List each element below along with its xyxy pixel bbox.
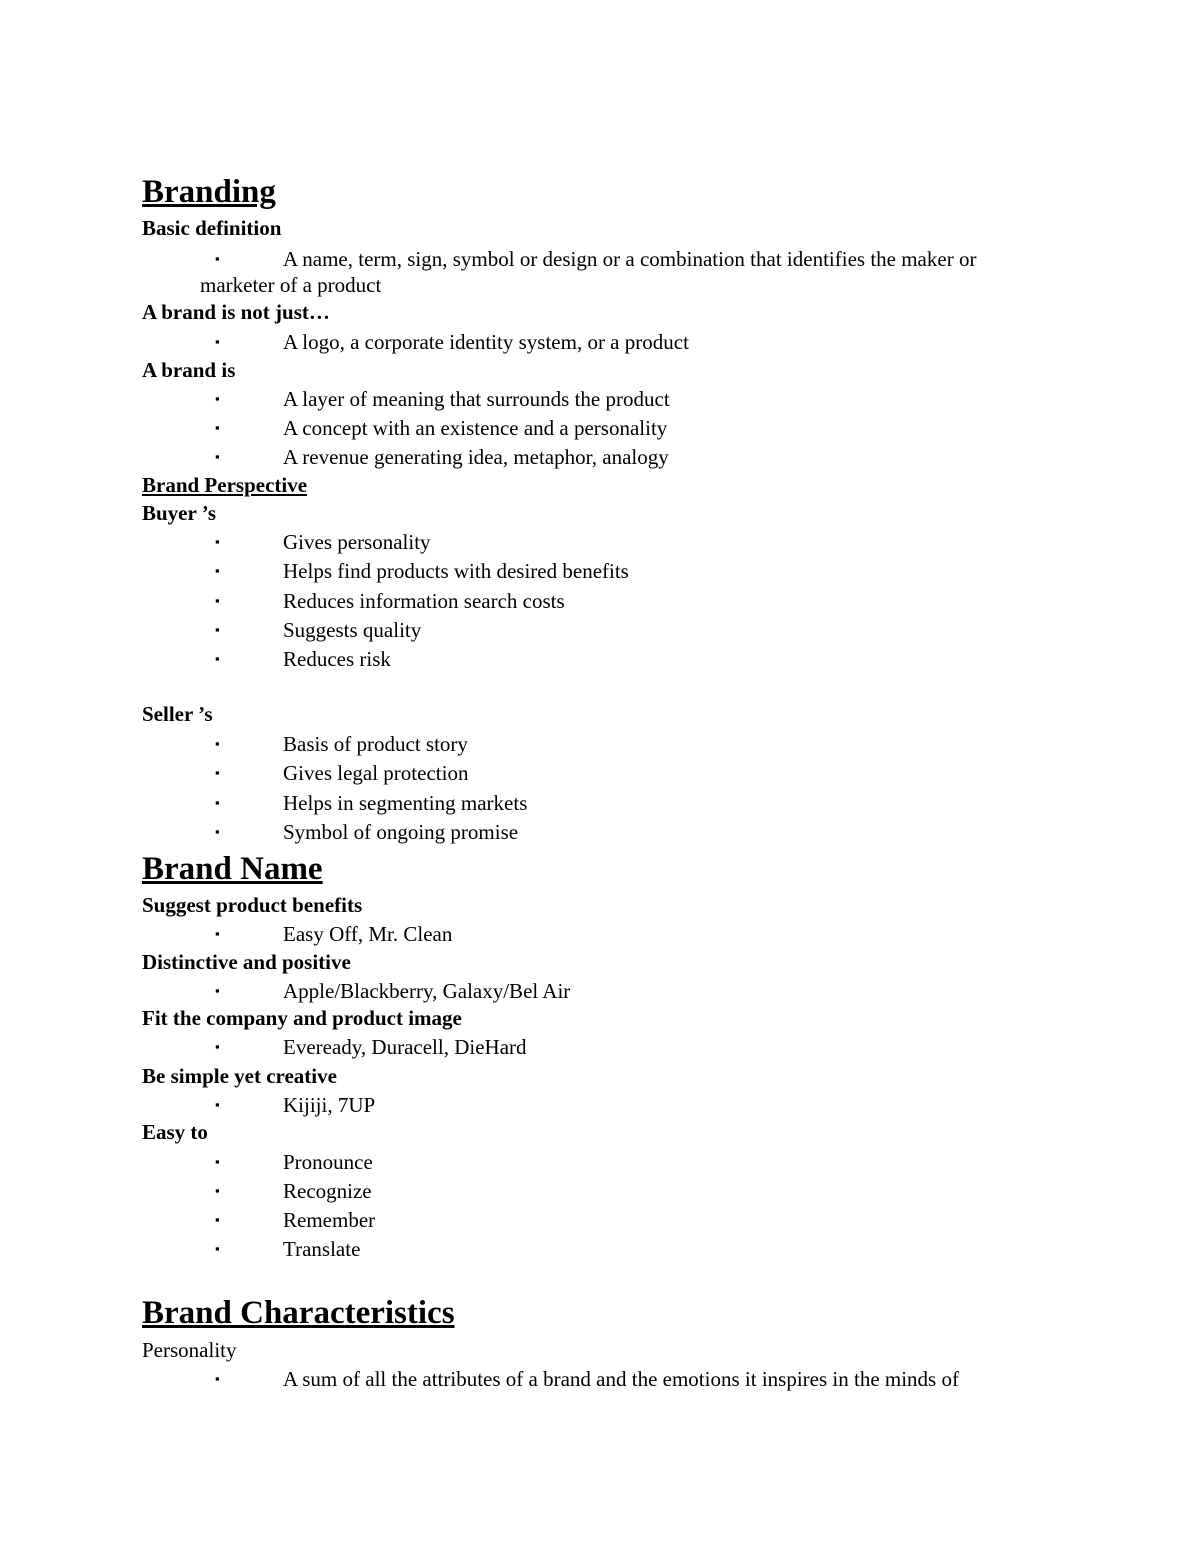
bullet-icon: ▪ — [215, 1241, 220, 1256]
list-item: Easy Off, Mr. Clean — [283, 922, 453, 946]
bullet-icon: ▪ — [215, 736, 220, 751]
list-item: Reduces information search costs — [283, 589, 565, 613]
heading-basic-definition: Basic definition — [142, 216, 282, 240]
heading-easy-to: Easy to — [142, 1120, 208, 1144]
bullet-icon: ▪ — [215, 251, 220, 266]
heading-not-just: A brand is not just… — [142, 300, 330, 324]
bullet-icon: ▪ — [215, 1212, 220, 1227]
bullet-icon: ▪ — [215, 534, 220, 549]
section-title-branding: Branding — [142, 174, 276, 210]
list-item: A name, term, sign, symbol or design or a combination that identifies the maker or — [283, 247, 977, 271]
bullet-icon: ▪ — [215, 334, 220, 349]
bullet-icon: ▪ — [215, 391, 220, 406]
list-item: Kijiji, 7UP — [283, 1093, 376, 1117]
list-item: Translate — [283, 1237, 361, 1261]
list-item: A concept with an existence and a personality — [283, 416, 668, 440]
list-item: A revenue generating idea, metaphor, analogy — [283, 445, 669, 469]
heading-buyers: Buyer ’s — [142, 501, 217, 525]
heading-personality: Personality — [142, 1338, 237, 1362]
list-item: Eveready, Duracell, DieHard — [283, 1035, 527, 1059]
bullet-icon: ▪ — [215, 795, 220, 810]
list-item: Apple/Blackberry, Galaxy/Bel Air — [283, 979, 571, 1003]
bullet-icon: ▪ — [215, 824, 220, 839]
section-title-brand-name: Brand Name — [142, 851, 323, 887]
list-item: A logo, a corporate identity system, or a product — [283, 330, 689, 354]
heading-distinctive: Distinctive and positive — [142, 950, 351, 974]
list-item: Suggests quality — [283, 618, 422, 642]
bullet-icon: ▪ — [215, 1183, 220, 1198]
bullet-icon: ▪ — [215, 926, 220, 941]
bullet-icon: ▪ — [215, 1371, 220, 1386]
list-item: Recognize — [283, 1179, 372, 1203]
list-item: A sum of all the attributes of a brand and the emotions it inspires in the minds of — [283, 1367, 959, 1391]
list-item: Symbol of ongoing promise — [283, 820, 519, 844]
bullet-icon: ▪ — [215, 765, 220, 780]
list-item: Basis of product story — [283, 732, 468, 756]
bullet-icon: ▪ — [215, 449, 220, 464]
heading-sellers: Seller ’s — [142, 702, 213, 726]
bullet-icon: ▪ — [215, 983, 220, 998]
bullet-icon: ▪ — [215, 420, 220, 435]
list-item: Reduces risk — [283, 647, 391, 671]
list-item: A layer of meaning that surrounds the product — [283, 387, 670, 411]
bullet-icon: ▪ — [215, 1154, 220, 1169]
heading-brand-perspective: Brand Perspective — [142, 473, 308, 497]
list-item: Gives personality — [283, 530, 431, 554]
heading-fit-company: Fit the company and product image — [142, 1006, 462, 1030]
bullet-icon: ▪ — [215, 1097, 220, 1112]
heading-simple-creative: Be simple yet creative — [142, 1064, 337, 1088]
bullet-icon: ▪ — [215, 1039, 220, 1054]
bullet-icon: ▪ — [215, 593, 220, 608]
heading-brand-is: A brand is — [142, 358, 236, 382]
bullet-icon: ▪ — [215, 651, 220, 666]
list-item: Helps in segmenting markets — [283, 791, 528, 815]
list-item: Helps find products with desired benefits — [283, 559, 629, 583]
list-item: Gives legal protection — [283, 761, 469, 785]
list-item-continuation: marketer of a product — [200, 273, 382, 297]
bullet-icon: ▪ — [215, 622, 220, 637]
bullet-icon: ▪ — [215, 563, 220, 578]
list-item: Remember — [283, 1208, 376, 1232]
section-title-brand-characteristics: Brand Characteristics — [142, 1295, 455, 1331]
list-item: Pronounce — [283, 1150, 373, 1174]
heading-suggest-benefits: Suggest product benefits — [142, 893, 363, 917]
